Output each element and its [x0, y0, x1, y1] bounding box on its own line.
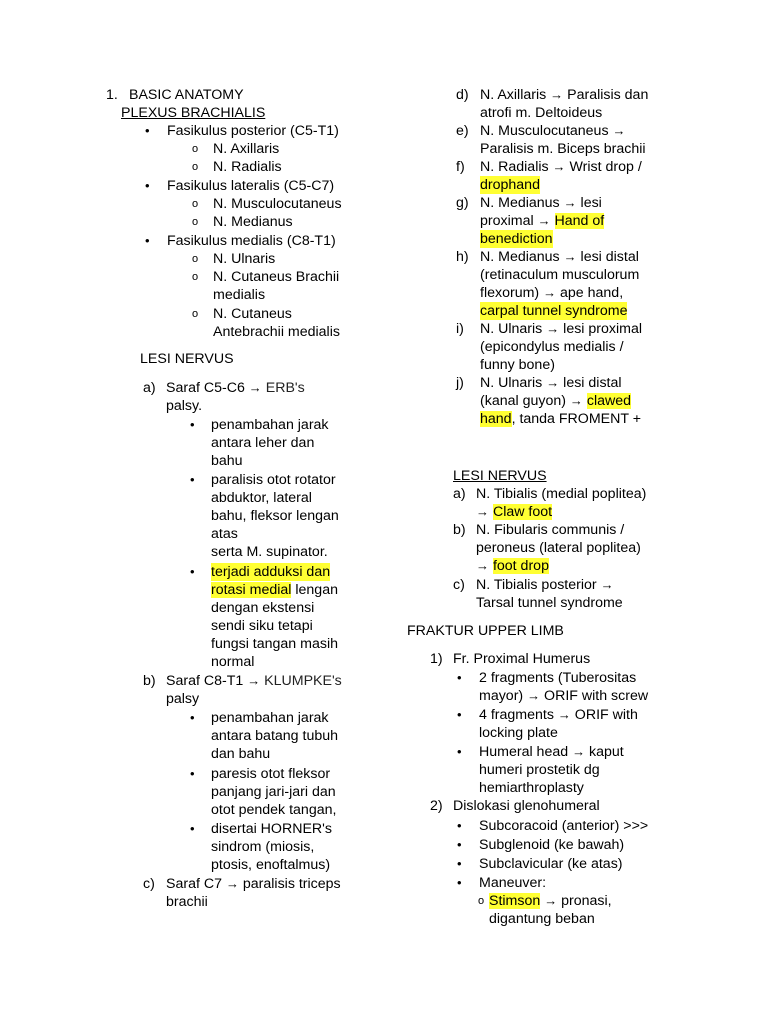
bullet-icon: •: [190, 472, 195, 487]
highlighted-text: drophand: [480, 177, 540, 193]
item-text: flexorum) → ape hand,: [480, 285, 624, 301]
arrow-icon: →: [544, 893, 558, 908]
subheading: PLEXUS BRACHIALIS: [121, 105, 266, 121]
list-item: mayor) → ORIF with screw: [479, 688, 649, 704]
item-text: Tarsal tunnel syndrome: [476, 595, 623, 611]
list-item: ptosis, enoftalmus): [211, 857, 331, 873]
list-item: Maneuver:: [479, 875, 547, 891]
arrow-icon: →: [563, 249, 577, 264]
list-item: fungsi tangan masih: [211, 636, 338, 652]
item-label: 1): [430, 651, 443, 667]
highlighted-text: terjadi adduksi dan: [211, 564, 331, 580]
item-text: (retinaculum musculorum: [480, 267, 640, 283]
item-text: Saraf C5-C6 → ERB's: [166, 380, 305, 396]
item-label: c): [143, 876, 155, 892]
list-item: hemiarthroplasty: [479, 780, 584, 796]
item-text: funny bone): [480, 357, 555, 373]
item-label: d): [456, 87, 469, 103]
item-label: e): [456, 123, 469, 139]
item-text: Saraf C8-T1 → KLUMPKE's: [166, 673, 342, 689]
list-item: Fasikulus posterior (C5-T1): [167, 123, 339, 139]
section-title: FRAKTUR UPPER LIMB: [407, 623, 564, 639]
item-text: Paralisis m. Biceps brachii: [480, 141, 646, 157]
list-item: panjang jari-jari dan: [211, 784, 336, 800]
list-item: N. Ulnaris: [213, 251, 276, 267]
list-number: 1.: [106, 87, 118, 103]
arrow-icon: →: [572, 744, 586, 759]
list-item: bahu, fleksor lengan: [211, 508, 339, 524]
item-label: h): [456, 249, 469, 265]
list-item: disertai HORNER's: [211, 821, 332, 837]
item-text: Saraf C7 → paralisis triceps: [166, 876, 341, 892]
item-label: g): [456, 195, 469, 211]
item-label: i): [456, 321, 464, 337]
item-text: → foot drop: [476, 558, 549, 574]
arrow-icon: →: [546, 375, 560, 390]
list-item: N. Musculocutaneus: [213, 196, 342, 212]
list-item: rotasi medial lengan: [211, 582, 338, 598]
item-text: Fr. Proximal Humerus: [453, 651, 591, 667]
arrow-icon: →: [225, 876, 239, 891]
bullet-icon: •: [457, 670, 462, 685]
arrow-icon: →: [600, 577, 614, 592]
item-label: b): [453, 522, 466, 538]
bullet-icon: •: [457, 856, 462, 871]
highlighted-text: carpal tunnel syndrome: [480, 303, 628, 319]
list-item: atas: [211, 526, 238, 542]
bullet-icon: •: [190, 564, 195, 579]
list-item: medialis: [213, 287, 266, 303]
section-title: LESI NERVUS: [140, 351, 234, 367]
list-item: bahu: [211, 453, 243, 469]
item-text: N. Tibialis posterior →: [476, 577, 614, 593]
list-item: serta M. supinator.: [211, 544, 328, 560]
arrow-icon: →: [527, 688, 541, 703]
list-item: Fasikulus medialis (C8-T1): [167, 233, 336, 249]
list-item: abduktor, lateral: [211, 490, 312, 506]
bullet-icon: •: [190, 417, 195, 432]
item-label: j): [456, 375, 464, 391]
circle-bullet-icon: o: [478, 895, 485, 907]
list-item: N. Radialis: [213, 159, 282, 175]
list-item: Subglenoid (ke bawah): [479, 837, 625, 853]
list-item: humeri prostetik dg: [479, 762, 600, 778]
item-text: Dislokasi glenohumeral: [453, 798, 600, 814]
bullet-icon: •: [190, 710, 195, 725]
item-text: → Claw foot: [476, 504, 553, 520]
list-item: digantung beban: [489, 911, 595, 927]
circle-bullet-icon: o: [192, 198, 199, 210]
item-text: N. Radialis → Wrist drop /: [480, 159, 642, 175]
item-text: N. Ulnaris → lesi distal: [480, 375, 622, 391]
arrow-icon: →: [550, 87, 564, 102]
item-label: a): [143, 380, 156, 396]
list-item: Humeral head → kaput: [479, 744, 624, 760]
arrow-icon: →: [476, 504, 489, 519]
arrow-icon: →: [552, 159, 566, 174]
bullet-icon: •: [457, 837, 462, 852]
arrow-icon: →: [557, 707, 571, 722]
list-item: Subcoracoid (anterior) >>>: [479, 818, 649, 834]
list-item: penambahan jarak: [211, 417, 329, 433]
list-item: Fasikulus lateralis (C5-C7): [167, 178, 335, 194]
bullet-icon: •: [190, 766, 195, 781]
circle-bullet-icon: o: [192, 161, 199, 173]
list-item: Stimson → pronasi,: [489, 893, 612, 909]
circle-bullet-icon: o: [192, 308, 199, 320]
circle-bullet-icon: o: [192, 216, 199, 228]
arrow-icon: →: [476, 558, 489, 573]
item-label: f): [456, 159, 465, 175]
item-text: N. Axillaris → Paralisis dan: [480, 87, 649, 103]
highlighted-text: benediction: [480, 231, 553, 247]
list-item: 4 fragments → ORIF with: [479, 707, 638, 723]
item-text: N. Tibialis (medial poplitea): [476, 486, 647, 502]
list-item: paralisis otot rotator: [211, 472, 336, 488]
bullet-icon: •: [457, 875, 462, 890]
list-item: otot pendek tangan,: [211, 802, 337, 818]
item-text: atrofi m. Deltoideus: [480, 105, 603, 121]
list-item: locking plate: [479, 725, 558, 741]
list-item: antara leher dan: [211, 435, 315, 451]
item-text: (kanal guyon) → clawed: [480, 393, 632, 409]
item-label: b): [143, 673, 156, 689]
arrow-icon: →: [247, 673, 261, 688]
item-text: N. Ulnaris → lesi proximal: [480, 321, 643, 337]
list-item: N. Medianus: [213, 214, 293, 230]
arrow-icon: →: [546, 321, 560, 336]
list-item: dan bahu: [211, 746, 271, 762]
bullet-icon: •: [457, 707, 462, 722]
list-item: penambahan jarak: [211, 710, 329, 726]
section-heading: BASIC ANATOMY: [129, 87, 244, 103]
item-text: peroneus (lateral poplitea): [476, 540, 641, 556]
list-item: N. Cutaneus: [213, 306, 292, 322]
circle-bullet-icon: o: [192, 271, 199, 283]
bullet-icon: •: [190, 821, 195, 836]
list-item: sindrom (miosis,: [211, 839, 315, 855]
item-text: hand, tanda FROMENT +: [480, 411, 642, 427]
list-item: antara batang tubuh: [211, 728, 339, 744]
list-item: Subclavicular (ke atas): [479, 856, 623, 872]
bullet-icon: •: [145, 178, 150, 193]
item-text: N. Fibularis communis /: [476, 522, 625, 538]
circle-bullet-icon: o: [192, 143, 199, 155]
section-title: LESI NERVUS: [453, 468, 547, 484]
arrow-icon: →: [537, 213, 551, 228]
list-item: N. Axillaris: [213, 141, 280, 157]
list-item: N. Cutaneus Brachii: [213, 269, 340, 285]
item-text: (epicondylus medialis /: [480, 339, 624, 355]
arrow-icon: →: [569, 393, 583, 408]
item-text: N. Medianus → lesi: [480, 195, 602, 211]
list-item: normal: [211, 654, 255, 670]
arrow-icon: →: [248, 380, 262, 395]
item-label: c): [453, 577, 465, 593]
arrow-icon: →: [612, 123, 626, 138]
circle-bullet-icon: o: [192, 253, 199, 265]
list-item: paresis otot fleksor: [211, 766, 331, 782]
item-label: a): [453, 486, 466, 502]
arrow-icon: →: [543, 285, 557, 300]
item-text: N. Musculocutaneus →: [480, 123, 626, 139]
list-item: Antebrachii medialis: [213, 324, 340, 340]
item-text: proximal → Hand of: [480, 213, 605, 229]
item-label: 2): [430, 798, 443, 814]
list-item: 2 fragments (Tuberositas: [479, 670, 637, 686]
bullet-icon: •: [145, 233, 150, 248]
item-text: palsy: [166, 691, 200, 707]
list-item: dengan ekstensi: [211, 600, 315, 616]
bullet-icon: •: [457, 818, 462, 833]
list-item: sendi siku tetapi: [211, 618, 313, 634]
bullet-icon: •: [145, 123, 150, 138]
arrow-icon: →: [563, 195, 577, 210]
item-text: brachii: [166, 894, 208, 910]
item-text: N. Medianus → lesi distal: [480, 249, 639, 265]
item-text: palsy.: [166, 398, 203, 414]
bullet-icon: •: [457, 744, 462, 759]
